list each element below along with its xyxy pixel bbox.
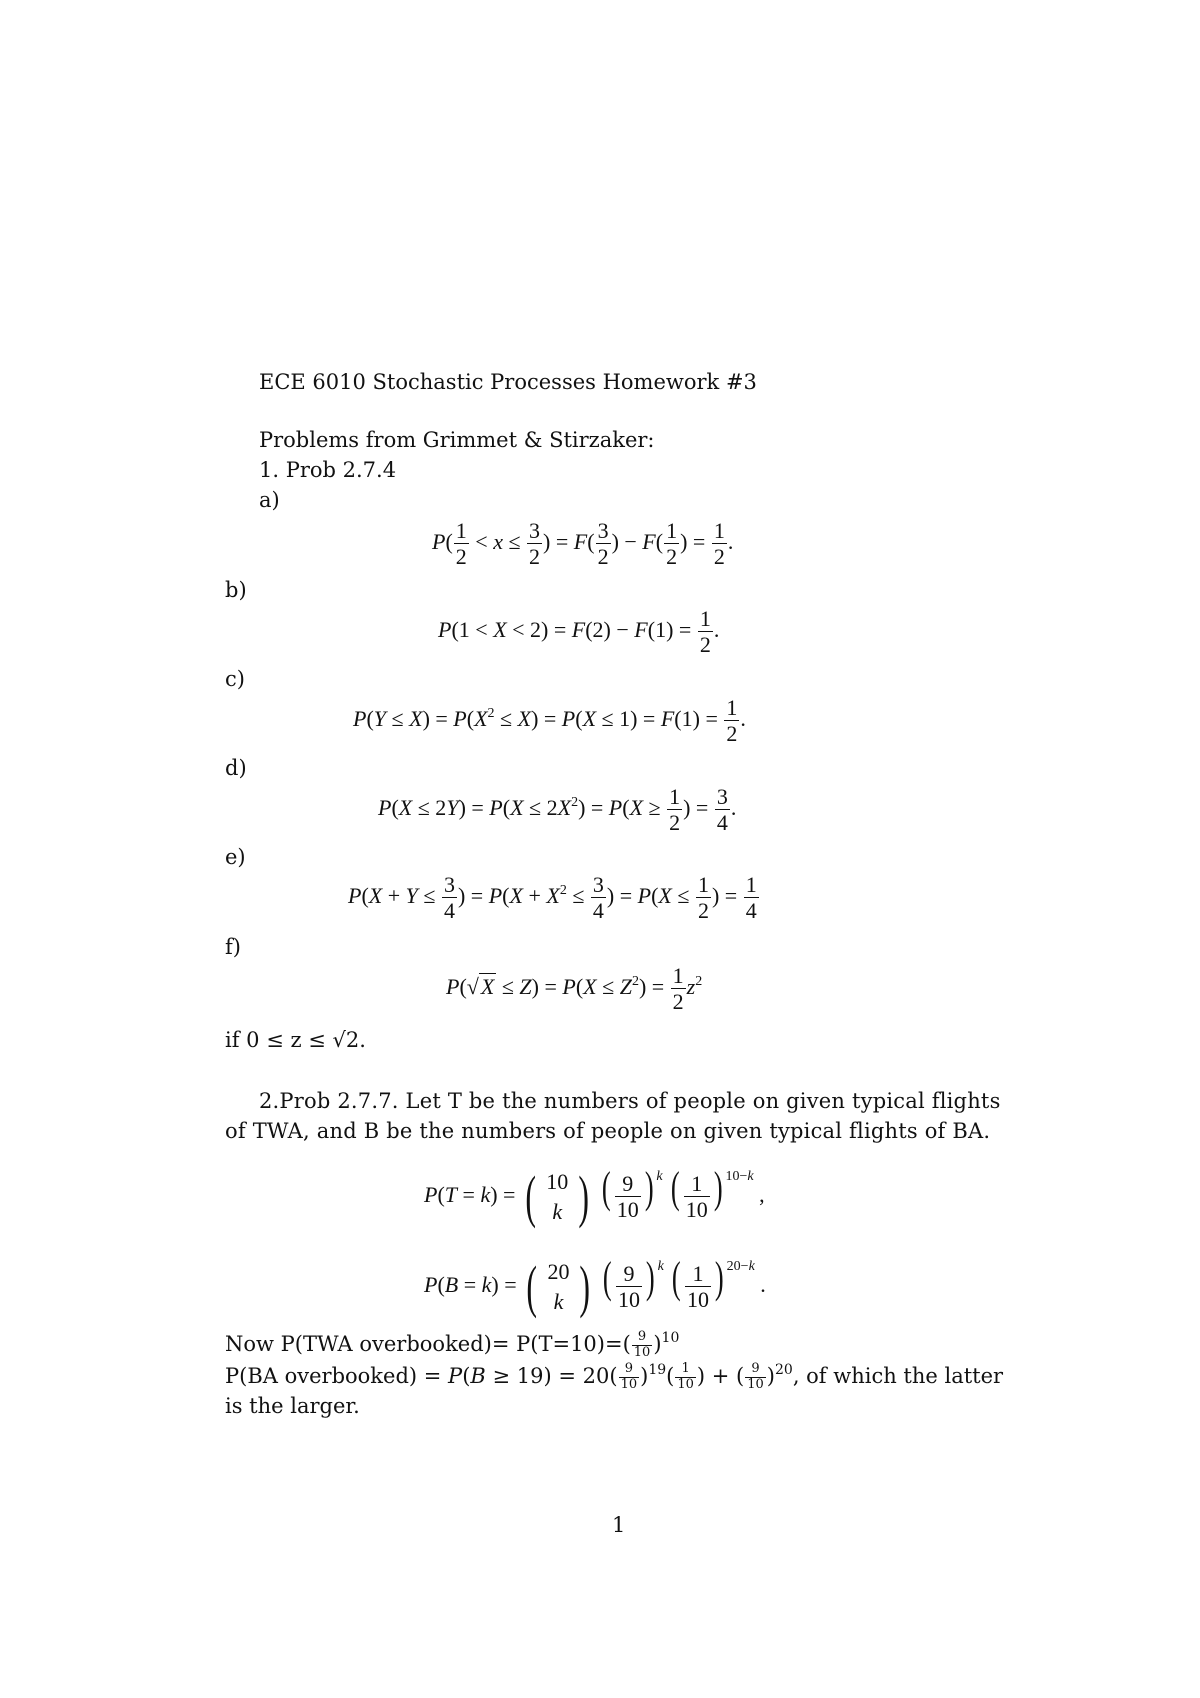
equation-f: $P(√X \le Z) = P(X \le Z^2)$ = $\frac{1}{2}$ $z^2$ [446, 963, 703, 1015]
ba-overbooked-line: P(BA overbooked) = P(B ≥ 19) = 20( $\frac{9}{10}$ )$^{19}$( $\frac{1}{10}$ ) + ( $\frac{9}{10}$ )$^{20}$, of which the latter [225, 1361, 1004, 1392]
equation-b: P(1 < X < 2) = F(2) − F(1) = $\frac{1}{2}$ . [438, 606, 720, 658]
problem-1-heading: 1. Prob 2.7.4 [259, 458, 397, 482]
homework-title: ECE 6010 Stochastic Processes Homework #3 [259, 370, 757, 394]
part-f-label: f) [225, 935, 241, 959]
problem-2-text: 2.Prob 2.7.7. Let T be the numbers of people on given typical flights of TWA, and B be the numbers of people on given typical flights of BA. [225, 1089, 1001, 1143]
part-a-label: a) [259, 488, 280, 512]
equation-ba: P(B = k) = ( 20 k ) ( $\frac{9}{10}$ ) $^k$ ( $\frac{1}{10}$ ) $^{20-k}$ . [424, 1253, 766, 1319]
part-d-label: d) [225, 756, 247, 780]
part-c-label: c) [225, 667, 245, 691]
part-e-label: e) [225, 845, 246, 869]
equation-twa: P(T = k) = ( 10 k ) ( $\frac{9}{10}$ ) $^k$ ( $\frac{1}{10}$ ) $^{10-k}$ , [424, 1163, 765, 1229]
part-b-label: b) [225, 578, 247, 602]
equation-c: $P(Y \le X) = P(X^2 \le X) = P(X \le 1) = F(1)$ = $\frac{1}{2}$ . [353, 695, 746, 747]
page-number: 1 [612, 1513, 626, 1537]
twa-overbooked-line: Now P(TWA overbooked)= P(T=10)=( $\frac{9}{10}$ )$^{10}$ [225, 1329, 680, 1360]
equation-e: P(X + Y ≤ $\frac{3}{4}$ ) = $P(X + X^2$ ≤ $\frac{3}{4}$ ) = P(X ≤ $\frac{1}{2}$ ) = $\frac{1}{4}$ [348, 872, 757, 924]
equation-a: P( $\frac{1}{2}$ < x ≤ $\frac{3}{2}$ ) = F( $\frac{3}{2}$ ) − F( $\frac{1}{2}$ ) = $\frac{1}{2}$ . [432, 518, 734, 570]
ba-overbooked-line-tail: is the larger. [225, 1394, 360, 1418]
condition-text: if 0 ≤ z ≤ √2. [225, 1028, 366, 1052]
source-text: Problems from Grimmet & Stirzaker: [259, 428, 655, 452]
equation-d: $P(X \le 2Y) = P(X \le 2X^2) = P(X$ ≥ $\frac{1}{2}$ ) = $\frac{3}{4}$ . [378, 784, 737, 836]
